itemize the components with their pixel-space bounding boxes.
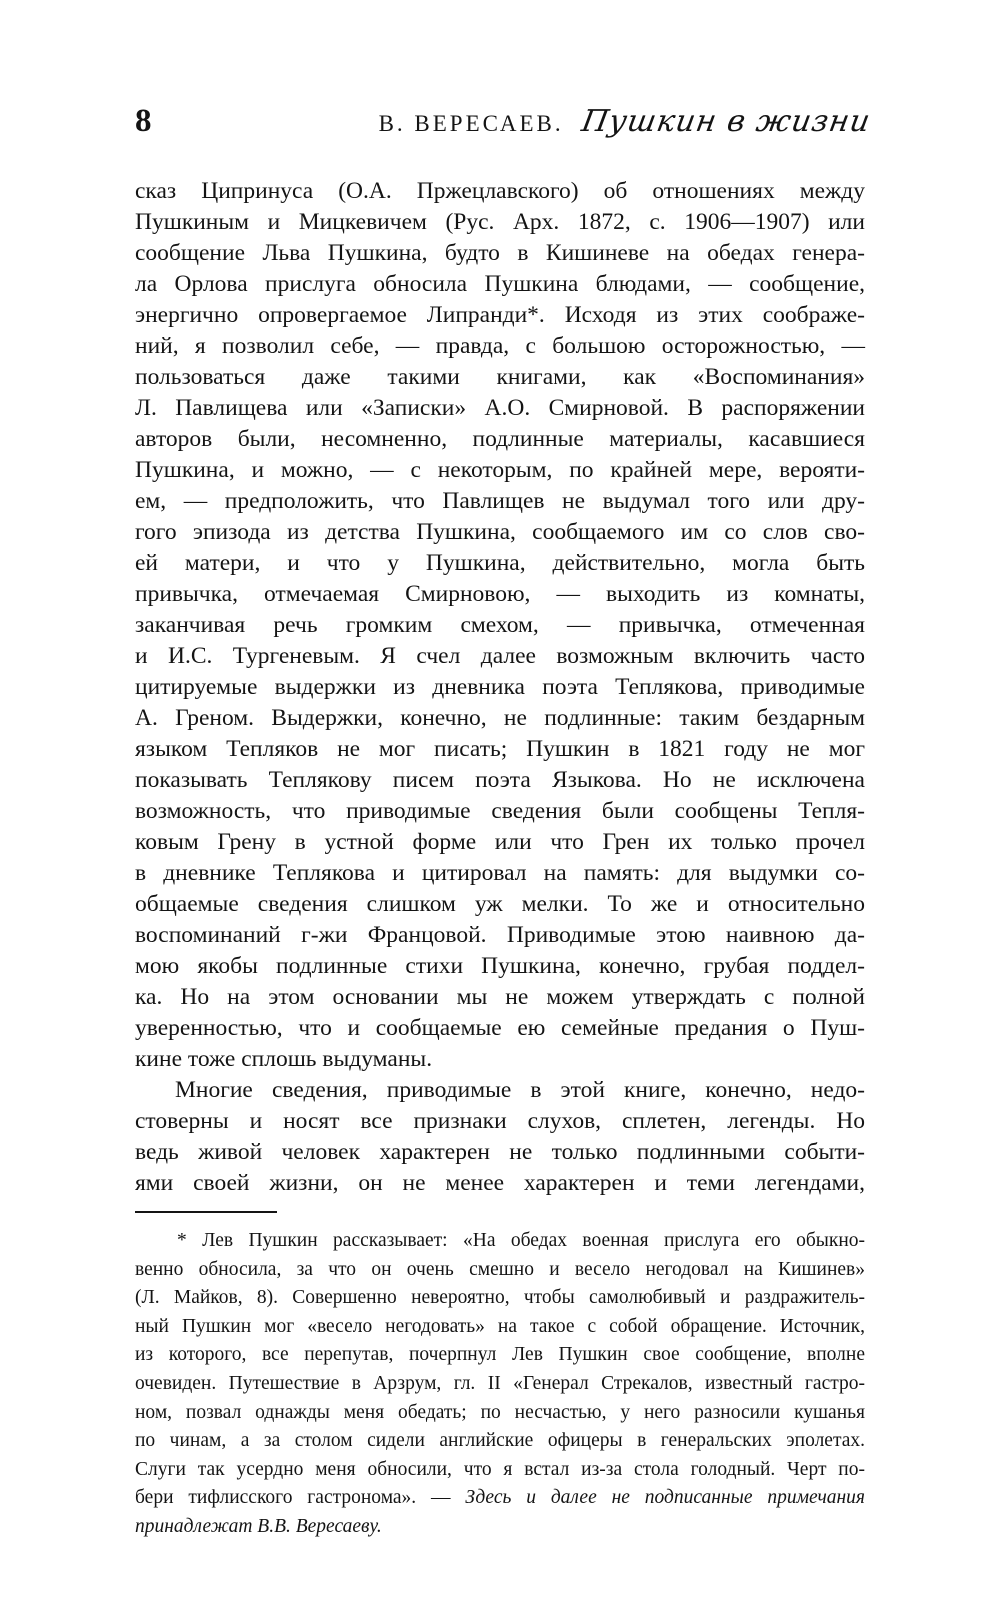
text-line: возможность, что приводимые сведения были сообщены Тепля-: [135, 798, 865, 824]
running-head-book-title: Пушкин в жизни: [578, 104, 874, 139]
text-line: энергично опровергаемое Липранди*. Исходя из этих соображе-: [135, 302, 865, 328]
text-line: очевиден. Путешествие в Арзрум, гл. II «Генерал Стрекалов, известный гастро-: [135, 1372, 865, 1394]
footnote-text: [135, 1227, 865, 1542]
text-line: авторов были, несомненно, подлинные материалы, касавшиеся: [135, 426, 865, 452]
text-line: в дневнике Теплякова и цитировал на память: для выдумки со-: [135, 860, 865, 886]
text-line: из которого, все перепутав, почерпнул Лев Пушкин свое сообщение, вполне: [135, 1344, 865, 1366]
text-line: гого эпизода из детства Пушкина, сообщаемого им со слов сво-: [135, 519, 865, 545]
text-line: ном, позвал однажды меня обедать; по несчастью, у него разносили кушанья: [135, 1401, 865, 1423]
text-line: ями своей жизни, он не менее характерен и теми легендами,: [135, 1170, 865, 1196]
running-head-right: [378, 104, 874, 139]
text-line: ний, я позволил себе, — правда, с большою осторожностью, —: [135, 333, 865, 359]
text-line: по чинам, а за столом сидели английские офицеры в генеральских эполетах.: [135, 1430, 865, 1452]
text-line: бери тифлисского гастронома». — Здесь и далее не подписанные примечания: [135, 1487, 865, 1509]
text-line: привычка, отмечаемая Смирновою, — выходить из комнаты,: [135, 581, 865, 607]
text-line: кине тоже сплошь выдуманы.: [135, 1046, 433, 1072]
text-line: сказ Ципринуса (О.А. Пржецлавского) об отношениях между: [135, 178, 865, 204]
text-line: принадлежат В.В. Вересаеву.: [135, 1515, 382, 1537]
text-line: языком Тепляков не мог писать; Пушкин в 1821 году не мог: [135, 736, 865, 762]
text-line: ей матери, и что у Пушкина, действительно, могла быть: [135, 550, 865, 576]
text-line: сообщение Льва Пушкина, будто в Кишиневе на обедах генера-: [135, 240, 865, 266]
main-text: [135, 176, 865, 1199]
text-line: Многие сведения, приводимые в этой книге, конечно, недо-: [175, 1077, 865, 1103]
text-line: ла Орлова прислуга обносила Пушкина блюдами, — сообщение,: [135, 271, 865, 297]
text-line: ведь живой человек характерен не только подлинными событи-: [135, 1139, 865, 1165]
text-line: воспоминаний г-жи Францовой. Приводимые этою наивною да-: [135, 922, 865, 948]
text-line: стоверны и носят все признаки слухов, сплетен, легенды. Но: [135, 1108, 865, 1134]
text-line: ка. Но на этом основании мы не можем утверждать с полной: [135, 984, 865, 1010]
running-head: [135, 103, 874, 139]
text-line: * Лев Пушкин рассказывает: «На обедах военная прислуга его обыкно-: [177, 1230, 865, 1251]
text-line: и И.С. Тургеневым. Я счел далее возможным включить часто: [135, 643, 865, 669]
text-line: ем, — предположить, что Павлищев не выдумал того или дру-: [135, 488, 865, 514]
text-line: ковым Грену в устной форме или что Грен их только прочел: [135, 829, 865, 855]
running-head-author: В. ВЕРЕСАЕВ.: [378, 111, 564, 136]
text-line: Пушкина, и можно, — с некоторым, по крайней мере, верояти-: [135, 457, 865, 483]
text-line: А. Греном. Выдержки, конечно, не подлинные: таким бездарным: [135, 705, 865, 731]
text-line: Л. Павлищева или «Записки» А.О. Смирновой. В распоряжении: [135, 395, 865, 421]
text-line: мою якобы подлинные стихи Пушкина, конечно, грубая поддел-: [135, 953, 865, 979]
text-line: венно обносила, за что он очень смешно и весело негодовал на Кишинев»: [135, 1258, 865, 1280]
footnote: [135, 1211, 865, 1542]
text-line: Пушкиным и Мицкевичем (Рус. Арх. 1872, с. 1906—1907) или: [135, 209, 865, 235]
text-line: уверенностью, что и сообщаемые ею семейные предания о Пуш-: [135, 1015, 865, 1041]
text-line: (Л. Майков, 8). Совершенно невероятно, чтобы самолюбивый и раздражитель-: [135, 1287, 865, 1309]
text-line: Слуги так усердно меня обносили, что я встал из-за стола голодный. Черт по-: [135, 1458, 865, 1480]
text-line: пользоваться даже такими книгами, как «Воспоминания»: [135, 364, 865, 390]
page-number: 8: [135, 103, 152, 139]
text-line: цитируемые выдержки из дневника поэта Теплякова, приводимые: [135, 674, 865, 700]
text-line: ный Пушкин мог «весело негодовать» на такое с собой обращение. Источник,: [135, 1315, 865, 1337]
text-line: общаемые сведения слишком уж мелки. То же и относительно: [135, 891, 865, 917]
footnote-separator-rule: [135, 1211, 277, 1213]
text-line: заканчивая речь громким смехом, — привычка, отмеченная: [135, 612, 865, 638]
text-line: показывать Теплякову писем поэта Языкова. Но не исключена: [135, 767, 865, 793]
